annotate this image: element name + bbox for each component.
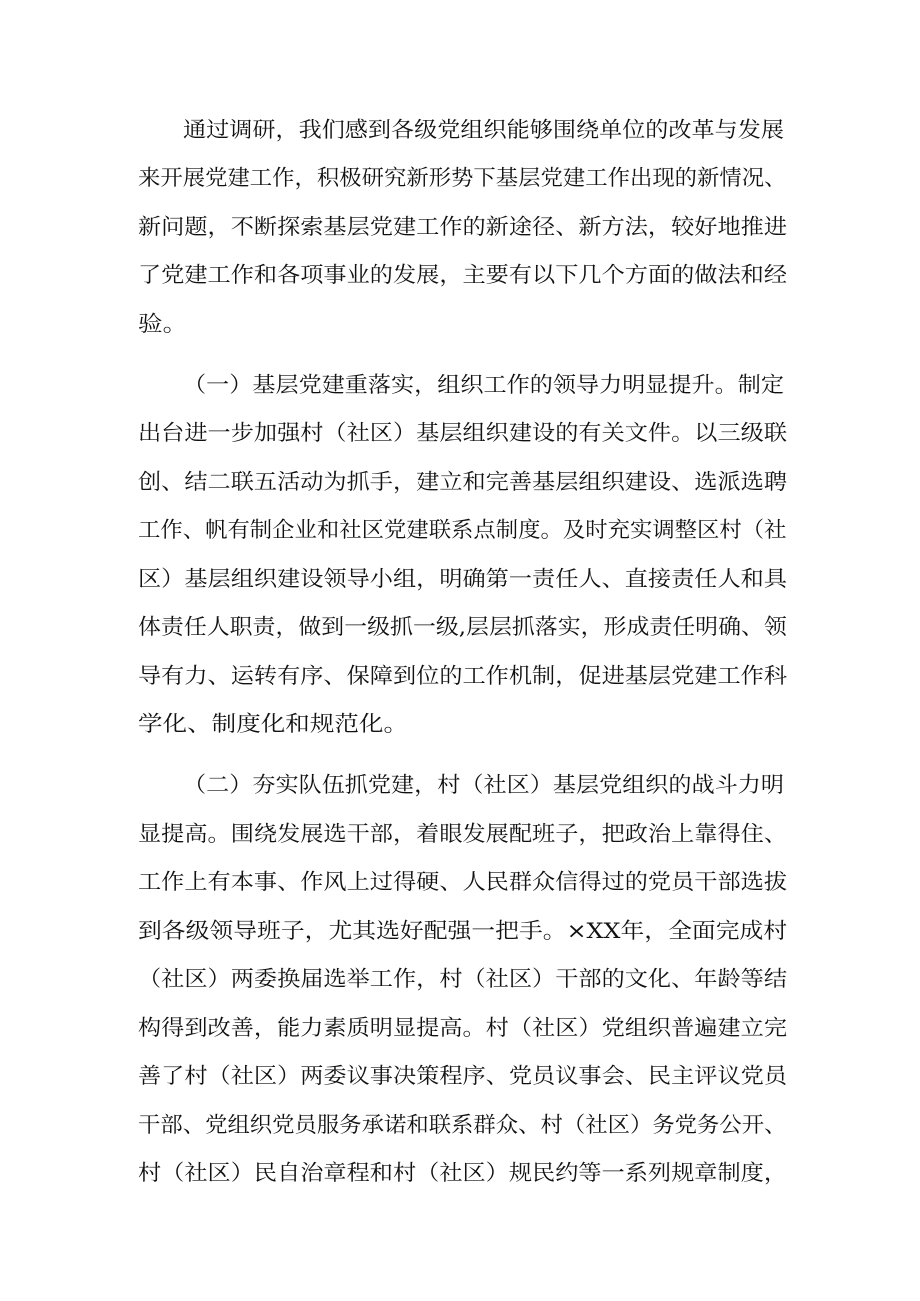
text-line: 工作上有本事、作风上过得硬、人民群众信得过的党员干部选拔	[138, 870, 788, 895]
text-line: 新问题，不断探索基层党建工作的新途径、新方法，较好地推进	[138, 215, 788, 240]
text-line: （一）基层党建重落实，组织工作的领导力明显提升。制定	[183, 373, 785, 398]
text-line: 导有力、运转有序、保障到位的工作机制，促进基层党建工作科	[138, 664, 788, 689]
text-line: 村（社区）民自治章程和村（社区）规民约等一系列规章制度，	[138, 1161, 788, 1186]
text-line: 干部、党组织党员服务承诺和联系群众、村（社区）务党务公开、	[138, 1113, 787, 1138]
text-line: 学化、制度化和规范化。	[138, 712, 409, 737]
text-line: 善了村（社区）两委议事决策程序、党员议事会、民主评议党员	[138, 1064, 788, 1089]
text-line: 区）基层组织建设领导小组，明确第一责任人、直接责任人和具	[138, 567, 788, 592]
text-line: 显提高。围绕发展选干部，着眼发展配班子，把政治上靠得住、	[138, 822, 788, 847]
text-line: 构得到改善，能力素质明显提高。村（社区）党组织普遍建立完	[138, 1016, 788, 1041]
text-line: 验。	[138, 312, 188, 337]
text-line: 出台进一步加强村（社区）基层组织建设的有关文件。以三级联	[138, 421, 788, 446]
text-line: 到各级领导班子，尤其选好配强一把手。×XX年，全面完成村	[138, 919, 788, 944]
text-line: 工作、帆有制企业和社区党建联系点制度。及时充实调整区村（社	[138, 518, 787, 543]
text-line: （二）夯实队伍抓党建，村（社区）基层党组织的战斗力明	[183, 773, 785, 798]
text-line: 来开展党建工作，积极研究新形势下基层党建工作出现的新情况、	[138, 166, 787, 191]
text-line: 创、结二联五活动为抓手，建立和完善基层组织建设、选派选聘	[138, 470, 788, 495]
text-line: 体责任人职责，做到一级抓一级,层层抓落实，形成责任明确、领	[138, 615, 787, 640]
text-line: 了党建工作和各项事业的发展，主要有以下几个方面的做法和经	[138, 263, 788, 288]
text-line: 通过调研，我们感到各级党组织能够围绕单位的改革与发展	[183, 118, 785, 143]
text-line: （社区）两委换届选举工作，村（社区）干部的文化、年龄等结	[138, 967, 788, 992]
